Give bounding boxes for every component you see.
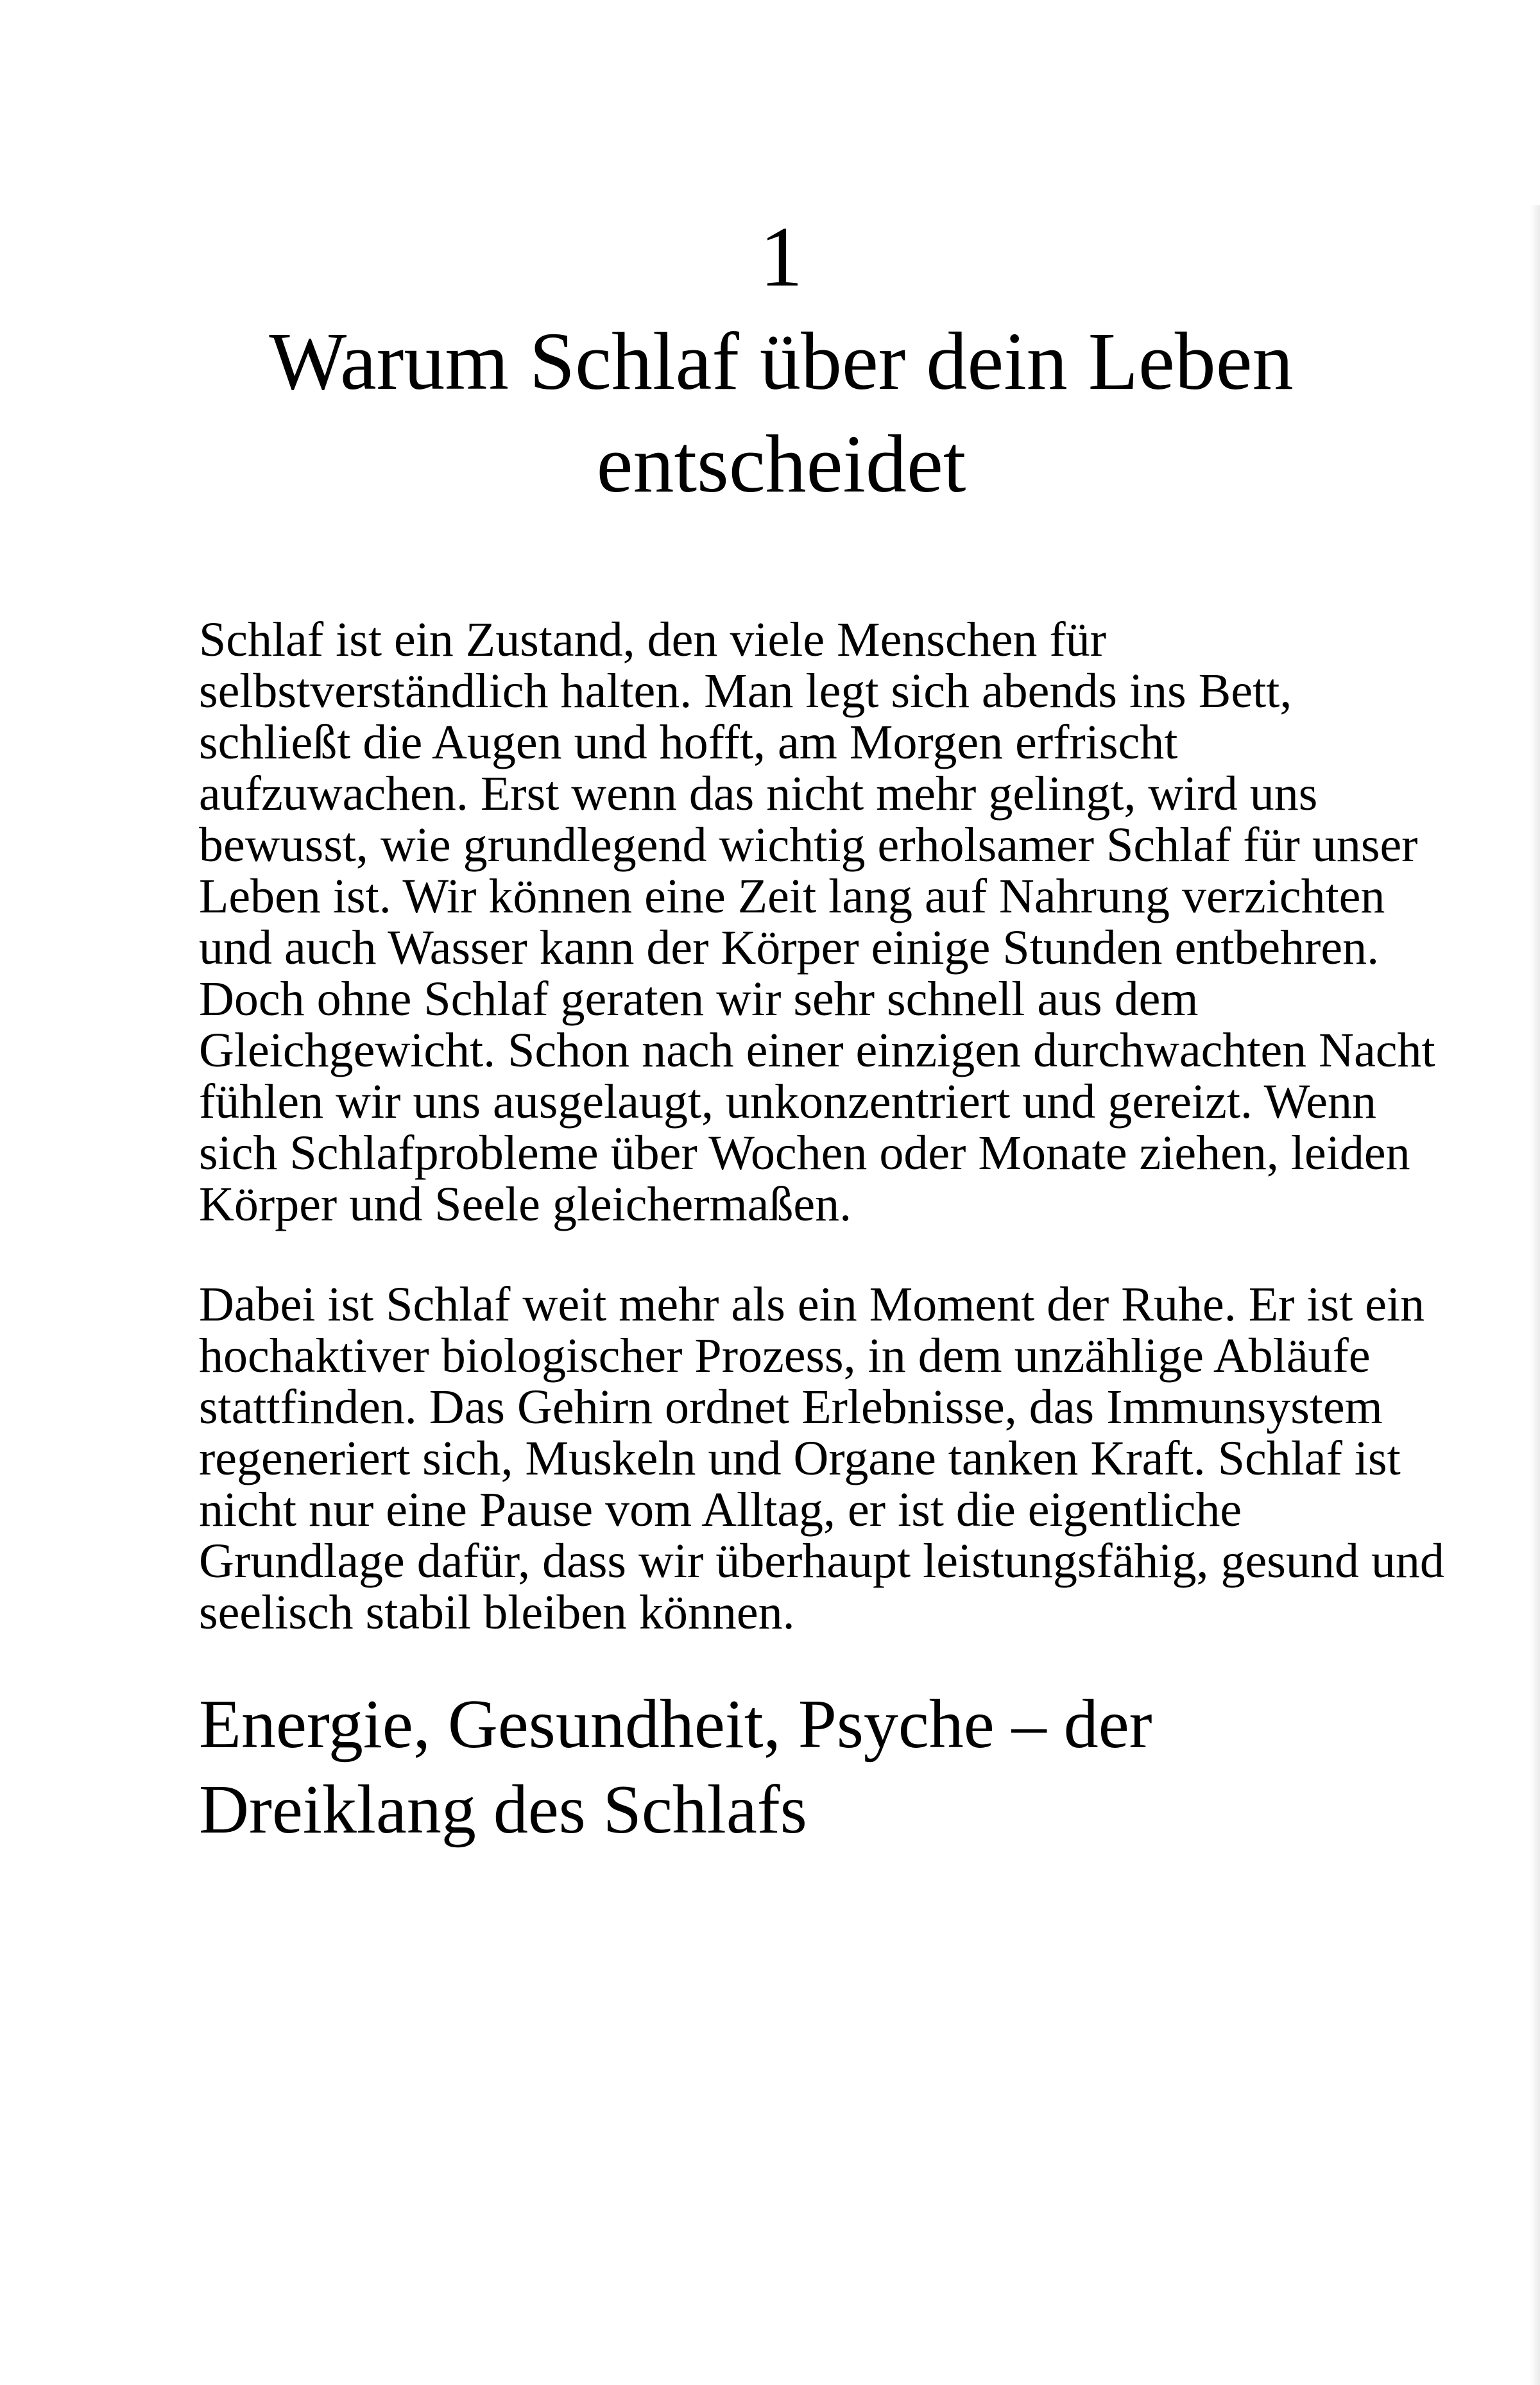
chapter-number: 1 [760,209,803,304]
page-edge-shade [1530,205,1540,2385]
ebook-page [0,205,1540,2385]
section-heading: Energie, Gesundheit, Psyche – der Dreiklang des Schlafs [199,1686,1152,1848]
text-column [199,205,1444,1852]
body-paragraph: Dabei ist Schlaf weit mehr als ein Moment der Ruhe. Er ist ein hochaktiver biologischer Prozess, in dem unzählige Abläufe stattfinden. Das Gehirn ordnet Erlebnisse, das Immunsystem regeneriert sich, Muskeln und Organe tanken Kraft. Schlaf ist nicht nur eine Pause vom Alltag, er ist die eigentliche Grundlage dafür, dass wir überhaupt leistungsfähig, gesund und seelisch stabil bleiben können. [199,1278,1444,1639]
body-paragraph: Schlaf ist ein Zustand, den viele Menschen für selbstverständlich halten. Man legt sich abends ins Bett, schließt die Augen und hofft, am Morgen erfrischt aufzuwachen. Erst wenn das nicht mehr gelingt, wird uns bewusst, wie grundlegend wichtig erholsamer Schlaf für unser Leben ist. Wir können eine Zeit lang auf Nahrung verzichten und auch Wasser kann der Körper einige Stunden entbehren. Doch ohne Schlaf geraten wir sehr schnell aus dem Gleichgewicht. Schon nach einer einzigen durchwachten Nacht fühlen wir uns ausgelaugt, unkonzentriert und gereizt. Wenn sich Schlafprobleme über Wochen oder Monate ziehen, leiden Körper und Seele gleichermaßen. [199,613,1435,1231]
chapter-title: Warum Schlaf über dein Leben entscheidet [269,316,1294,509]
